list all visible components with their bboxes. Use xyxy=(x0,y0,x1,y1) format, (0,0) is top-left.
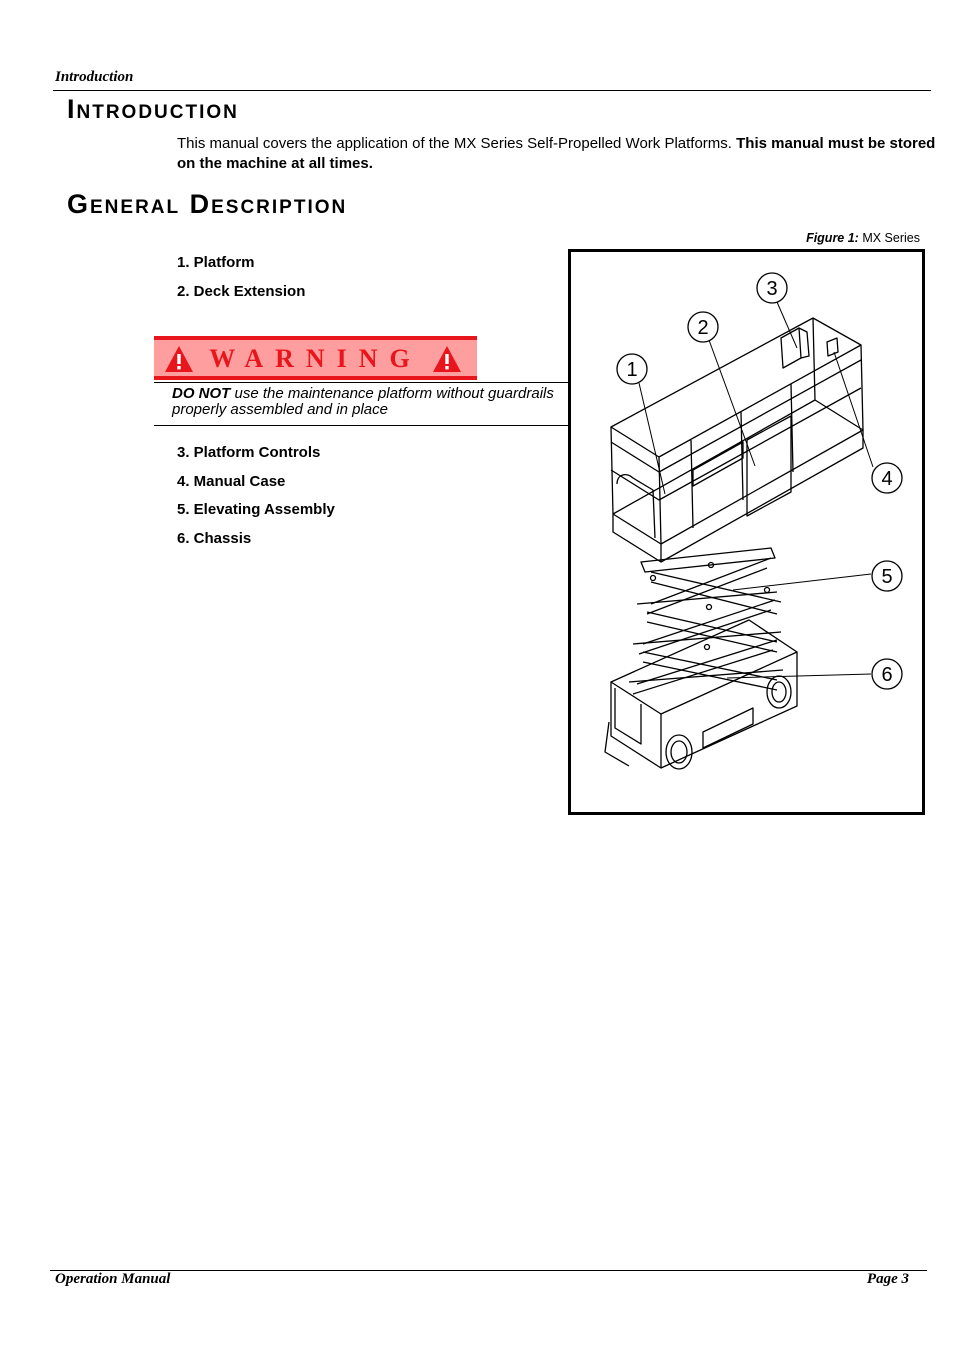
warning-bottom-rule xyxy=(154,425,569,426)
list-item-platform: 1. Platform xyxy=(177,254,255,271)
figure-caption-text: MX Series xyxy=(858,231,920,245)
figure-caption xyxy=(806,231,920,245)
callout-4 xyxy=(872,463,902,493)
running-header: Introduction xyxy=(55,69,134,85)
warning-message xyxy=(172,386,562,418)
svg-text:2: 2 xyxy=(697,317,709,339)
list-item-manual-case: 4. Manual Case xyxy=(177,473,286,490)
figure-caption-label: Figure 1: xyxy=(806,231,859,245)
introduction-heading xyxy=(67,94,239,125)
svg-text:3: 3 xyxy=(766,278,778,300)
list-item-platform-controls: 3. Platform Controls xyxy=(177,444,321,461)
leader-line-3 xyxy=(777,302,797,348)
header-rule xyxy=(53,90,931,91)
footer-page-number: Page 3 xyxy=(866,1271,909,1287)
manual-case xyxy=(827,338,838,356)
leader-line-5 xyxy=(733,574,871,590)
general-description-heading-text: General Description xyxy=(67,189,348,219)
callout-3 xyxy=(757,273,787,303)
platform-deck xyxy=(613,400,863,544)
callout-1 xyxy=(617,354,647,384)
list-item-elevating-assembly: 5. Elevating Assembly xyxy=(177,501,335,518)
figure-frame xyxy=(568,249,925,815)
footer-manual-title: Operation Manual xyxy=(55,1271,171,1287)
footer-rule xyxy=(50,1270,927,1271)
leader-line-4 xyxy=(834,352,873,467)
callout-5 xyxy=(872,561,902,591)
svg-text:1: 1 xyxy=(626,359,638,381)
warning-label: WARNING xyxy=(209,344,422,373)
general-description-heading xyxy=(67,189,347,220)
intro-text-regular: This manual covers the application of the MX Series Self-Propelled Work Platforms. xyxy=(177,135,737,152)
warning-top-rule xyxy=(154,382,569,383)
introduction-heading-text: Introduction xyxy=(67,94,239,124)
warning-body: use the maintenance platform without guardrails properly assembled and in place xyxy=(172,385,554,418)
svg-text:6: 6 xyxy=(881,664,893,686)
warning-banner xyxy=(154,336,477,380)
list-item-chassis: 6. Chassis xyxy=(177,530,252,547)
list-item-deck-extension: 2. Deck Extension xyxy=(177,283,306,300)
callout-6 xyxy=(872,659,902,689)
svg-text:5: 5 xyxy=(881,566,893,588)
introduction-paragraph xyxy=(177,134,937,174)
guardrail-top xyxy=(611,318,861,457)
callout-2 xyxy=(688,312,718,342)
svg-text:4: 4 xyxy=(881,468,893,490)
scissor-arms xyxy=(629,548,783,694)
warning-triangle-icon xyxy=(432,345,462,373)
intro-text-bold: This manual must be stored on the machine at all times. xyxy=(177,135,936,172)
warning-lead: DO NOT xyxy=(172,385,231,402)
scissor-lift-illustration xyxy=(571,252,922,812)
